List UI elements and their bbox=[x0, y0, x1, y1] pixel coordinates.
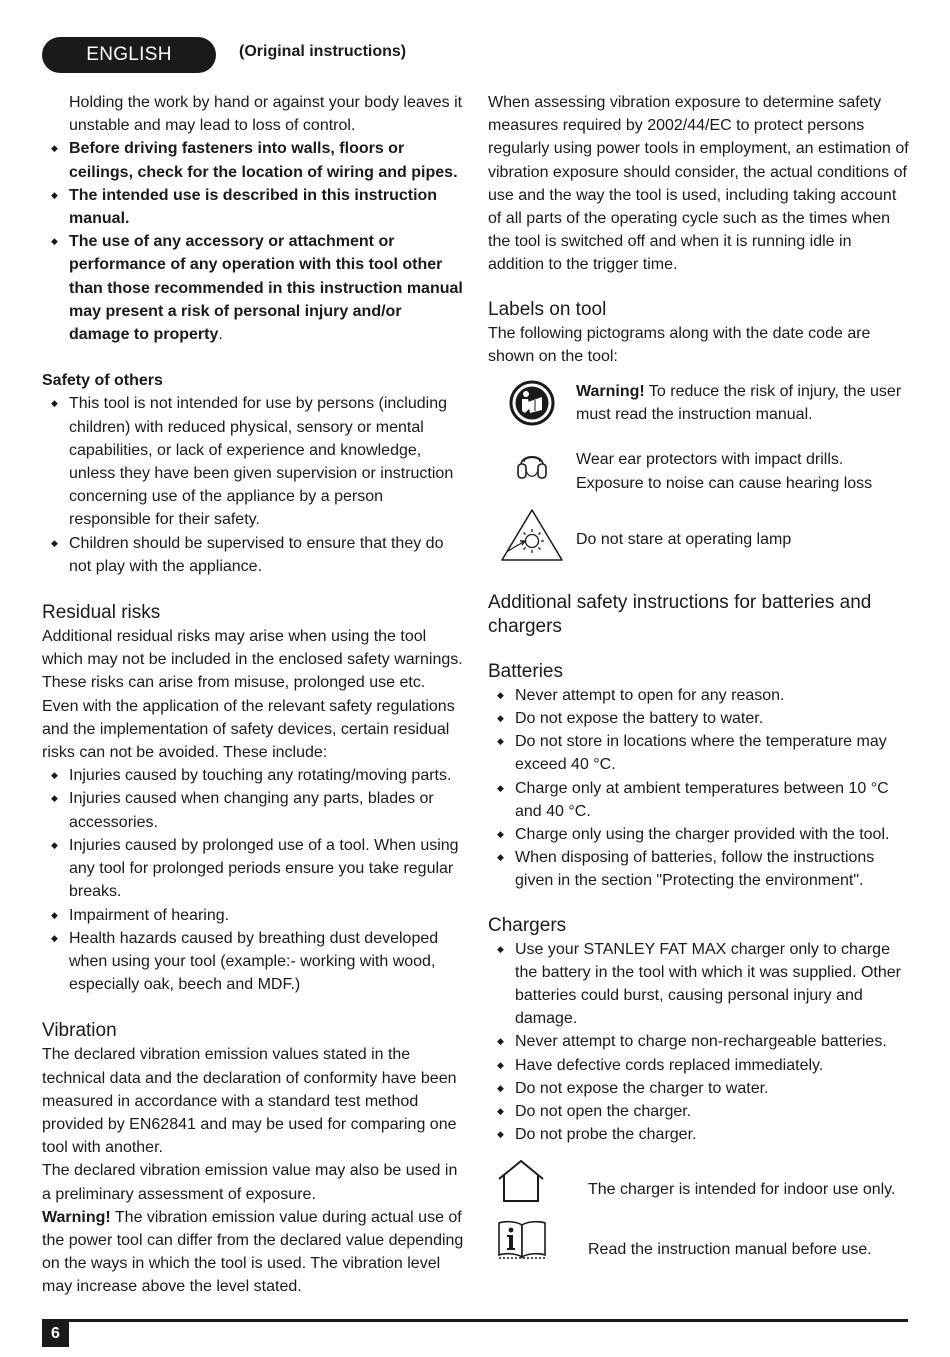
list-item bbox=[42, 230, 464, 346]
list-item-period: . bbox=[218, 326, 223, 344]
pictogram-text: The charger is intended for indoor use only. bbox=[588, 1180, 896, 1198]
warning-label: Warning! bbox=[576, 383, 645, 401]
list-item: ◆ Never attempt to open for any reason. bbox=[488, 684, 910, 707]
chargers-heading: Chargers bbox=[488, 914, 567, 936]
vibration-assessment-text: When assessing vibration exposure to determine safety measures required by 2002/44/EC to protect persons regularly using power tools in employment, an estimation of vibration exposure should consider, the actual conditions of use and the way the tool is used, including taking account of all parts of the operating cycle such as the times when the tool is switched off and when it is running idle in addition to the trigger time. bbox=[488, 94, 909, 274]
list-item: ◆ Do not expose the battery to water. bbox=[488, 707, 910, 730]
intro-text: Holding the work by hand or against your body leaves it unstable and may lead to loss of control. bbox=[69, 94, 463, 135]
list-item: ◆ Children should be supervised to ensure that they do not play with the appliance. bbox=[42, 532, 464, 578]
safety-of-others-heading: Safety of others bbox=[42, 372, 163, 390]
lamp-warning-icon bbox=[488, 507, 576, 563]
pictogram-text: Wear ear protectors with impact drills. Exposure to noise can cause hearing loss bbox=[576, 451, 873, 492]
page-number: 6 bbox=[42, 1321, 69, 1347]
vibration-paragraph-1: The declared vibration emission values stated in the technical data and the declaration of conformity have been measured in accordance with a standard test method provided by EN62841 and may be used for comparing one tool with another. bbox=[42, 1046, 457, 1157]
list-item: ◆ Do not expose the charger to water. bbox=[488, 1077, 910, 1100]
list-item: ◆ Do not probe the charger. bbox=[488, 1123, 910, 1146]
left-column bbox=[42, 91, 464, 1299]
ear-protector-icon bbox=[488, 448, 576, 484]
pictogram-read-manual bbox=[488, 380, 910, 426]
pictogram-manual bbox=[488, 1219, 910, 1261]
warning-text: To reduce the risk of injury, the user must read the instruction manual. bbox=[576, 383, 902, 424]
list-item: ◆ The intended use is described in this instruction manual. bbox=[42, 184, 464, 230]
language-badge bbox=[42, 37, 216, 73]
residual-paragraph-2: Even with the application of the relevant safety regulations and the implementation of safety devices, certain residual risks can not be avoided. These include: bbox=[42, 697, 455, 762]
pictogram-text: Read the instruction manual before use. bbox=[588, 1240, 872, 1258]
document-subtitle: (Original instructions) bbox=[239, 43, 407, 60]
residual-risks-heading: Residual risks bbox=[42, 602, 161, 624]
list-item: ◆ Injuries caused by prolonged use of a tool. When using any tool for prolonged periods ensure you take regular breaks. bbox=[42, 834, 464, 904]
list-item: ◆ Impairment of hearing. bbox=[42, 904, 464, 927]
list-item: ◆ Charge only using the charger provided with the tool. bbox=[488, 823, 910, 846]
footer-rule bbox=[42, 1319, 908, 1322]
list-item-text: The use of any accessory or attachment or performance of any operation with this tool other than those recommended in this instruction manual may present a risk of personal injury and/or damage to property bbox=[69, 233, 463, 344]
list-item: ◆ Never attempt to charge non-rechargeable batteries. bbox=[488, 1030, 910, 1053]
pictogram-text: Do not stare at operating lamp bbox=[576, 530, 792, 548]
additional-safety-heading: Additional safety instructions for batteries and chargers bbox=[488, 591, 872, 637]
language-label: ENGLISH bbox=[86, 44, 172, 65]
house-icon bbox=[488, 1159, 588, 1203]
pictogram-indoor-use bbox=[488, 1159, 910, 1203]
list-item: ◆ Do not open the charger. bbox=[488, 1100, 910, 1123]
pictogram-ear-protection bbox=[488, 448, 910, 494]
list-item: ◆ Injuries caused when changing any parts, blades or accessories. bbox=[42, 787, 464, 833]
read-manual-icon bbox=[488, 380, 576, 426]
batteries-heading: Batteries bbox=[488, 660, 563, 682]
pictogram-text bbox=[576, 380, 910, 426]
list-item: ◆ This tool is not intended for use by persons (including children) with reduced physical, sensory or mental capabilities, or lack of experience and knowledge, unless they have been given supervision or instruction concerning use of the appliance by a person responsible for their safety. bbox=[42, 392, 464, 531]
vibration-paragraph-2: The declared vibration emission value may also be used in a preliminary assessment of exposure. bbox=[42, 1162, 458, 1203]
list-item: ◆ Before driving fasteners into walls, floors or ceilings, check for the location of wiring and pipes. bbox=[42, 137, 464, 183]
list-item: ◆ Use your STANLEY FAT MAX charger only to charge the battery in the tool with which it was supplied. Other batteries could burst, causing personal injury and damage. bbox=[488, 938, 910, 1031]
labels-intro: The following pictograms along with the date code are shown on the tool: bbox=[488, 324, 871, 365]
pictogram-lamp bbox=[488, 507, 910, 563]
residual-paragraph-1: Additional residual risks may arise when using the tool which may not be included in the enclosed safety warnings. These risks can arise from misuse, prolonged use etc. bbox=[42, 628, 463, 692]
instruction-manual-icon bbox=[488, 1219, 588, 1261]
vibration-warning bbox=[42, 1206, 464, 1299]
list-item: ◆ Health hazards caused by breathing dust developed when using your tool (example:- working with wood, especially oak, beech and MDF.) bbox=[42, 927, 464, 997]
labels-on-tool-heading: Labels on tool bbox=[488, 298, 607, 320]
list-item: ◆ Charge only at ambient temperatures between 10 °C and 40 °C. bbox=[488, 777, 910, 823]
vibration-heading: Vibration bbox=[42, 1020, 117, 1042]
list-item: ◆ When disposing of batteries, follow the instructions given in the section "Protecting the environment". bbox=[488, 846, 910, 892]
right-column bbox=[488, 91, 910, 1261]
warning-label: Warning! bbox=[42, 1208, 111, 1226]
list-item: ◆ Injuries caused by touching any rotating/moving parts. bbox=[42, 764, 464, 787]
list-item: ◆ Have defective cords replaced immediately. bbox=[488, 1054, 910, 1077]
list-item: ◆ Do not store in locations where the temperature may exceed 40 °C. bbox=[488, 730, 910, 776]
warning-text: The vibration emission value during actual use of the power tool can differ from the declared value depending on the ways in which the tool is used. The vibration level may increase above the level stated. bbox=[42, 1208, 464, 1296]
